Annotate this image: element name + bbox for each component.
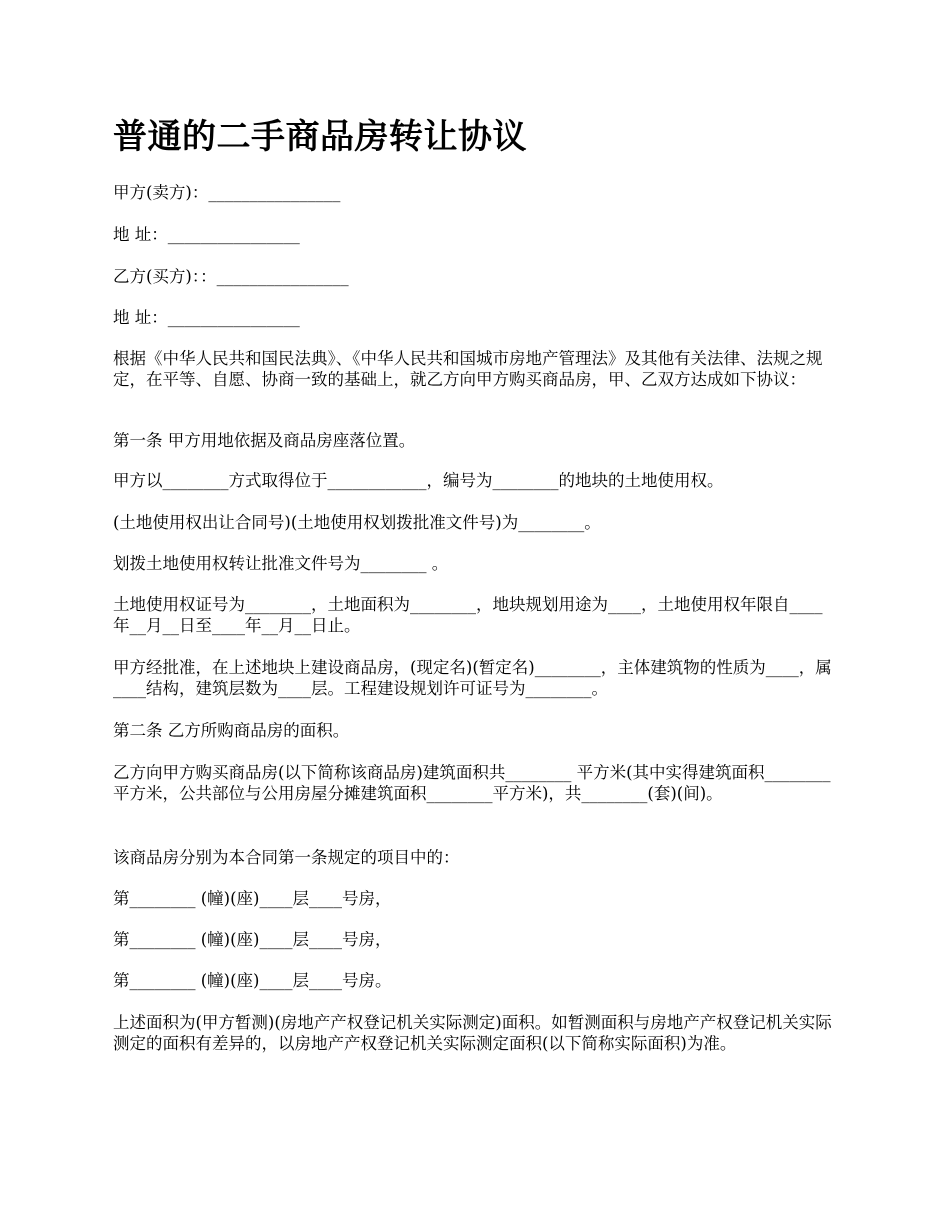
document-title: 普通的二手商品房转让协议 (113, 117, 527, 157)
article-one-heading: 第一条 甲方用地依据及商品房座落位置。 (113, 431, 416, 450)
land-certificate-paragraph: 土地使用权证号为________，土地面积为________，地块规划用途为____，土地使用权年限自____年__月__日至____年__月__日止。 (113, 595, 823, 635)
buyer-address-line: 地 址：________________ (113, 308, 300, 327)
article-two-heading: 第二条 乙方所购商品房的面积。 (113, 721, 350, 740)
area-measurement-paragraph: 上述面积为(甲方暂测)(房地产产权登记机关实际测定)面积。如暂测面积与房地产产权登记机关实际测定的面积有差异的，以房地产产权登记机关实际测定面积(以下简称实际面积)为准。 (113, 1013, 832, 1053)
unit-list-intro: 该商品房分别为本合同第一条规定的项目中的： (113, 848, 460, 867)
land-contract-number-line: (土地使用权出让合同号)(土地使用权划拨批准文件号)为________。 (113, 513, 601, 532)
unit-line: 第________ (幢)(座)____层____号房， (113, 930, 392, 949)
floor-area-paragraph: 乙方向甲方购买商品房(以下简称该商品房)建筑面积共________ 平方米(其中实得建筑面积________平方米，公共部位与公用房屋分摊建筑面积________平方米)，共________(套)(间)。 (113, 763, 831, 803)
seller-address-line: 地 址：________________ (113, 225, 300, 244)
unit-line: 第________ (幢)(座)____层____号房， (113, 889, 392, 908)
buyer-party-line: 乙方(买方)：：________________ (113, 267, 349, 286)
seller-party-line: 甲方(卖方)：________________ (113, 183, 341, 202)
preamble-paragraph: 根据《中华人民共和国民法典》、《中华人民共和国城市房地产管理法》及其他有关法律、法规之规定，在平等、自愿、协商一致的基础上，就乙方向甲方购买商品房，甲、乙双方达成如下协议： (113, 349, 823, 389)
land-acquisition-line: 甲方以________方式取得位于____________，编号为________的地块的土地使用权。 (113, 471, 724, 490)
construction-approval-paragraph: 甲方经批准，在上述地块上建设商品房，(现定名)(暂定名)________，主体建筑物的性质为____，属____结构，建筑层数为____层。工程建设规划许可证号为________。 (113, 658, 832, 698)
transfer-approval-line: 划拨土地使用权转让批准文件号为________ 。 (113, 554, 449, 573)
unit-line: 第________ (幢)(座)____层____号房。 (113, 971, 392, 990)
